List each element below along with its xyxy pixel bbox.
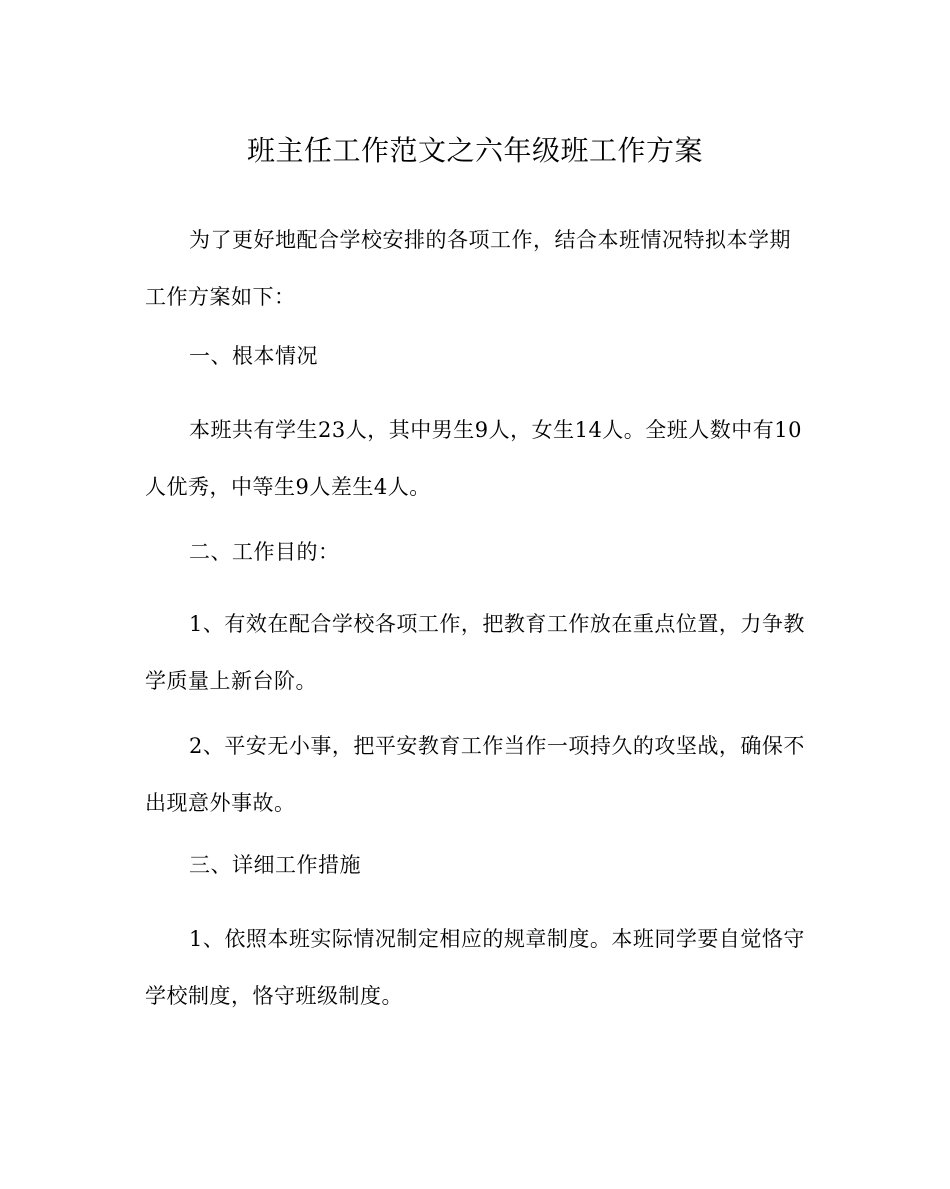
paragraph-goal-1: 1、有效在配合学校各项工作，把教育工作放在重点位置，力争教学质量上新台阶。: [145, 612, 805, 693]
paragraph-goal-2: 2、平安无小事，把平安教育工作当作一项持久的攻坚战，确保不出现意外事故。: [145, 734, 805, 815]
paragraph-intro: 为了更好地配合学校安排的各项工作，结合本班情况特拟本学期工作方案如下：: [145, 228, 791, 309]
heading-measures: 三、详细工作措施: [189, 853, 361, 877]
paragraph-measure-1: 1、依照本班实际情况制定相应的规章制度。本班同学要自觉恪守学校制度，恪守班级制度。: [145, 927, 805, 1008]
document-title: 班主任工作范文之六年级班工作方案: [246, 134, 703, 167]
heading-basic-situation: 一、根本情况: [189, 344, 318, 368]
heading-work-goals: 二、工作目的：: [189, 540, 340, 564]
paragraph-student-count: 本班共有学生23人，其中男生9人，女生14人。全班人数中有10人优秀，中等生9人差生4人。: [145, 418, 803, 499]
